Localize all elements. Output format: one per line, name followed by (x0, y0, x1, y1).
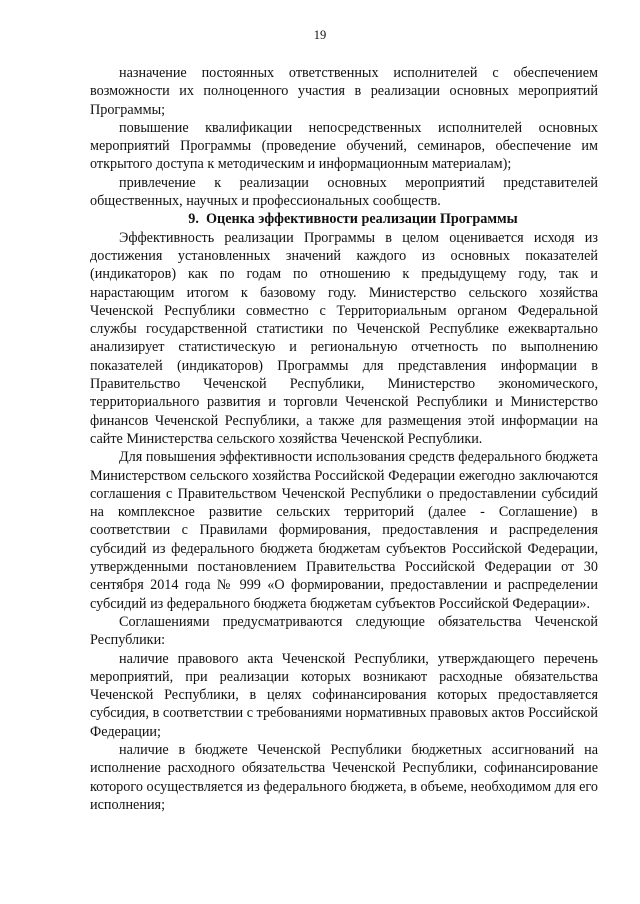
paragraph-agreement-obligations: Соглашениями предусматриваются следующие обязательства Чеченской Республики: (90, 613, 598, 649)
page-number: 19 (313, 28, 327, 42)
paragraph-involvement: привлечение к реализации основных мероприятий представителей общественных, научных и профессиональных сообществ. (90, 174, 598, 210)
document-body (90, 64, 598, 814)
paragraph-budget-allocations: наличие в бюджете Чеченской Республики бюджетных ассигнований на исполнение расходного обязательства Чеченской Республики, софинансирование которого осуществляется из федерального бюджета, в объеме, необходимом для его исполнения; (90, 741, 598, 813)
paragraph-federal-budget: Для повышения эффективности использования средств федерального бюджета Министерством сельского хозяйства Российской Федерации ежегодно заключаются соглашения с Правительством Чеченской Республики о предоставлении субсидий на комплексное развитие сельских территорий (далее - Соглашение) в соответствии с Правилами формирования, предоставления и распределения субсидий из федерального бюджета бюджетам субъектов Российской Федерации, утвержденными постановлением Правительства Российской Федерации от 30 сентября 2014 года № 999 «О формировании, предоставлении и распределении субсидий из федерального бюджета бюджетам субъектов Российской Федерации». (90, 449, 598, 612)
paragraph-assign-executors: назначение постоянных ответственных исполнителей с обеспечением возможности их полноценного участия в реализации основных мероприятий Программы; (90, 65, 598, 118)
section-heading: 9. Оценка эффективности реализации Программы (188, 211, 518, 228)
paragraph-efficiency-evaluation: Эффективность реализации Программы в целом оценивается исходя из достижения установленных значений каждого из основных показателей (индикаторов) как по годам по отношению к предыдущему году, так и нарастающим итогом к базовому году. Министерство сельского хозяйства Чеченской Республики совместно с Территориальным органом Федеральной службы государственной статистики по Чеченской Республике ежеквартально анализирует статистическую и региональную отчетность по выполнению показателей (индикаторов) Программы для представления информации в Правительство Чеченской Республики, Министерство экономического, территориального развития и торговли Чеченской Республики и Министерство финансов Чеченской Республики, а также для размещения этой информации на сайте Министерства сельского хозяйства Чеченской Республики. (90, 229, 598, 447)
paragraph-qualification: повышение квалификации непосредственных исполнителей основных мероприятий Программы (проведение обучений, семинаров, обеспечение им открытого доступа к методическим и информационным материалам); (90, 119, 598, 173)
paragraph-legal-act: наличие правового акта Чеченской Республики, утверждающего перечень мероприятий, при реализации которых возникают расходные обязательства Чеченской Республики, в целях софинансирования которых предоставляется субсидия, в соответствии с требованиями нормативных правовых актов Российской Федерации; (90, 650, 598, 740)
